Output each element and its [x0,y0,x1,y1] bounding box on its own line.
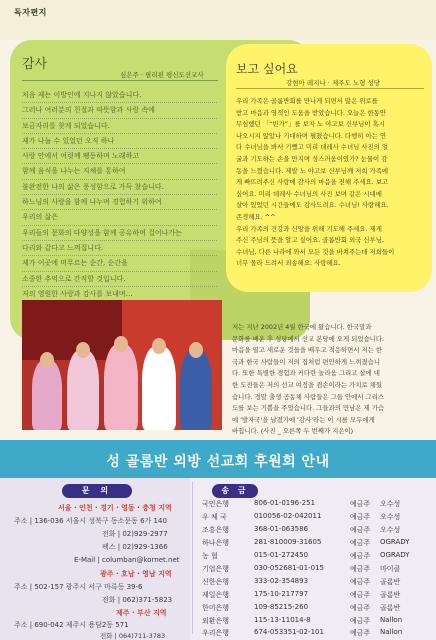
letter-title: 보고 싶어요 [236,62,298,76]
section-tag: 독자편지 [14,8,47,17]
account-number: 010056-02-042011 [254,512,322,520]
letter-body [236,96,426,270]
poem-line: 그러나 여러분의 친절과 따뜻함과 사랑 속에 [22,103,217,118]
holder-name: 골롬반 [380,591,401,599]
bank-account-row [202,564,432,576]
poem-line: 다리와 같다고 느껴집니다. [22,241,217,256]
holder-name: OGRADY [380,551,410,559]
phone: 전화 | 064)711-3783 [100,632,166,640]
top-band [0,0,436,40]
holder-name: 마이클 [380,565,401,573]
bank-account-row [202,538,432,550]
banner-title: 성 골롬반 외방 선교회 후원회 안내 [106,454,330,470]
account-number: 333-02-354893 [254,577,309,585]
phone: 전화 | 062)371-5823 [102,596,173,604]
bank-account-row [202,628,432,640]
letter-author: 심은주 · 필리핀 평신도선교사 [120,71,204,79]
phone: 전화 | 02)929-2977 [102,530,168,538]
bank-name: 한미은행 [202,604,230,612]
fax: 팩스 | 02)929-1366 [102,543,168,551]
letter-author: 강현아 레지나 · 제주도 노형 성당 [286,79,381,87]
bank-name: 우 체 국 [202,513,227,521]
title-divider [236,88,424,89]
poem-line: 우리의 삶은 [22,210,217,225]
poem-line: 우리들의 문화의 다양성을 함께 공유하며 걸어나가는 [22,226,217,241]
poem-lines [22,88,217,302]
address: 주소 | 502-157 광주시 서구 마륵동 39-6 [14,583,143,591]
letter-line: 습니다. 정말 출생 공동체 사람들은 그들 안에서 그리스 [232,392,385,401]
bank-account-row [202,603,432,615]
bank-account-row [202,590,432,602]
address: 주소 | 136-036 서울시 성북구 동소문동 6가 140 [14,517,167,525]
inquiry-label: 문 의 [62,484,132,498]
region-heading: 제주 · 부산 지역 [116,609,167,617]
letter-body [232,322,428,438]
poem-line: 제가 나눌 수 있었던 오직 하나 [22,134,217,149]
letter-line: 받고 마음과 영적인 도움을 받았습니다. 오늘은 한동안 [236,108,387,117]
holder-name: Nallon [380,628,403,636]
letter-line: 다 수녀님을 봐서 기뻤고 미리 데레사 수녀님 사진의 얼 [236,143,389,152]
bank-name: 외환은행 [202,617,230,625]
holder-name: 오수성 [380,500,401,508]
holder-name: 골롬반 [380,604,401,612]
poem-line: 하느님의 사랑을 함께 나누며 경험하기 위하여 [22,195,217,210]
title-divider [22,80,218,81]
holder-label: 예금주 [350,604,371,612]
poem-line: 보금자리를 찾게 되었습니다. [22,119,217,134]
letter-line: 싶어요. 미리 데레사 수녀님의 사진 보며 같은 시대에 [236,189,382,198]
bank-name: 우리은행 [202,629,230,637]
letter-line: 국과 한국 사람들이 저의 집처럼 편안하게 느껴졌습니 [232,357,381,366]
bank-name: 국민은행 [202,500,230,508]
letter-line: 살아 있었던 시간들에도 감사드려요. 수녀님! 사랑해요. [236,201,389,210]
bank-account-row [202,551,432,563]
poem-line: 처음 제는 이방인에 지나지 않았습니다. [22,88,217,103]
bank-name: 조흥은행 [202,526,230,534]
holder-label: 예금주 [350,526,371,534]
poem-line: 제가 이곳에 머무르는 순간, 순간을 [22,256,217,271]
holder-name: 골롬반 [380,578,401,586]
letter-title: 감사 [22,57,48,72]
poem-line: 저의 영원한 사랑과 감사를 보내며… [22,287,217,302]
holder-label: 예금주 [350,617,371,625]
bank-name: 농 협 [202,552,218,560]
bank-account-row [202,616,432,628]
letter-line: 문화를 배운 후 성당에서 선교 본당에 오게 되었습니다. [232,334,385,343]
letter-line: 수녀님, 다른 나라에 와서 모든 것을 바쳐주는데 저희들이 [236,247,395,256]
holder-label: 예금주 [350,552,371,560]
holder-name: OGRADY [380,538,410,546]
holder-label: 예금주 [350,578,371,586]
account-number: 175-10-217797 [254,590,309,598]
holder-label: 예금주 [350,591,371,599]
holder-name: 오수성 [380,526,401,534]
bank-name: 기업은행 [202,565,230,573]
account-number: 109-85215-260 [254,603,309,611]
account-number: 030-052681-01-015 [254,564,324,572]
letter-line: 에 '발자국'을 남겼기에 '감사'라는 이 시를 모두에게 [232,415,375,424]
letter-line: 우리 가족의 건강과 신앙을 위해 기도해 주세요. 제게 [236,224,382,233]
letter-line: 굴과 기도하는 손을 만지며 성스러움이였가? 눈물이 감 [236,154,388,163]
poem-line: 불완전한 나의 삶은 풍성함으로 가득 찼습니다. [22,180,217,195]
account-number: 674-053351-02-101 [254,628,324,636]
bank-name: 제일은행 [202,591,230,599]
letter-line: 도를 보는 기쁨을 주었습니다. 그들과의 만남은 제 가슴 [232,404,385,413]
region-heading: 서울 · 인천 · 경기 · 영동 · 충청 지역 [58,504,172,512]
bank-account-row [202,499,432,511]
bank-account-row [202,512,432,524]
donation-label: 송 금 [212,484,258,498]
poem-line: 소중한 추억으로 간직할 것입니다. [22,272,217,287]
letter-line: 게 빠뜨려주신 사랑에 감사의 마음을 전해 주세요. 보고 [236,178,389,187]
letter-line: 너무 몰라 드려서 죄송해요. 사랑해요. [236,259,341,268]
bank-account-row [202,577,432,589]
letter-line: 나오시지 않았나 기대하며 펼쳤습니다. 다행히 아는 연 [236,131,387,140]
letter-line: 마음을 열고 새로운 것들을 배우고 적응하면서 저는 한 [232,346,383,355]
bank-account-row [202,525,432,537]
letter-line: 존경해요. ^^ [236,212,276,221]
bank-name: 하나은행 [202,539,230,547]
holder-name: Nallon [380,616,403,624]
letter-line: 동을 느꼈습니다. 제발 노 야고보 신부님께 저희 가족에 [236,166,389,175]
account-number: 015-01-272450 [254,551,309,559]
letter-line: 주신 주님의 뜻을 알고 싶어요. 골롬반회 외국 신부님, [236,236,384,245]
letter-line: 우리 가족은 골롬반회를 만나게 되면서 많은 위로를 [236,97,378,105]
letter-line: 저는 지난 2002년 4월 한국에 왔습니다. 한국말과 [232,323,372,331]
letter-line: 무심했던 「“빈가”」를 보자 노 야고보 신부님이 혹시 [236,120,385,129]
holder-label: 예금주 [350,539,371,547]
letter-line: 다. 또한 특별한 경험과 커다란 놀라움 그리고 살에 대 [232,369,380,378]
letter-line: 한 도전들은 저의 선교 여정을 겸손이라는 가치로 채웠 [232,380,383,389]
panel-divider [192,482,193,634]
poem-line: 함께 음식을 나누는 지체를 통하여 [22,164,217,179]
poem-line: 사랑 안에서 여럿께 팽동하며 노래하고 [22,149,217,164]
region-heading: 광주 · 호남 · 영남 지역 [100,570,172,578]
account-number: 806-01-0196-251 [254,499,316,507]
holder-label: 예금주 [350,500,371,508]
group-photo [22,300,222,430]
holder-label: 예금주 [350,513,371,521]
holder-label: 예금주 [350,629,371,637]
holder-label: 예금주 [350,565,371,573]
address: 주소 | 690-042 제주시 용담2동 571 [14,621,129,629]
letter-line: 바칩니다. (사진 _ 오른쪽 두 번째가 지은이) [232,427,354,436]
account-number: 368-01-063586 [254,525,309,533]
account-number: 281-810009-31605 [254,538,322,546]
holder-name: 오수성 [380,513,401,521]
account-number: 115-13-11014-8 [254,616,311,624]
bank-name: 신한은행 [202,578,230,586]
email[interactable]: E-Mail | columban@kornet.net [74,556,180,564]
